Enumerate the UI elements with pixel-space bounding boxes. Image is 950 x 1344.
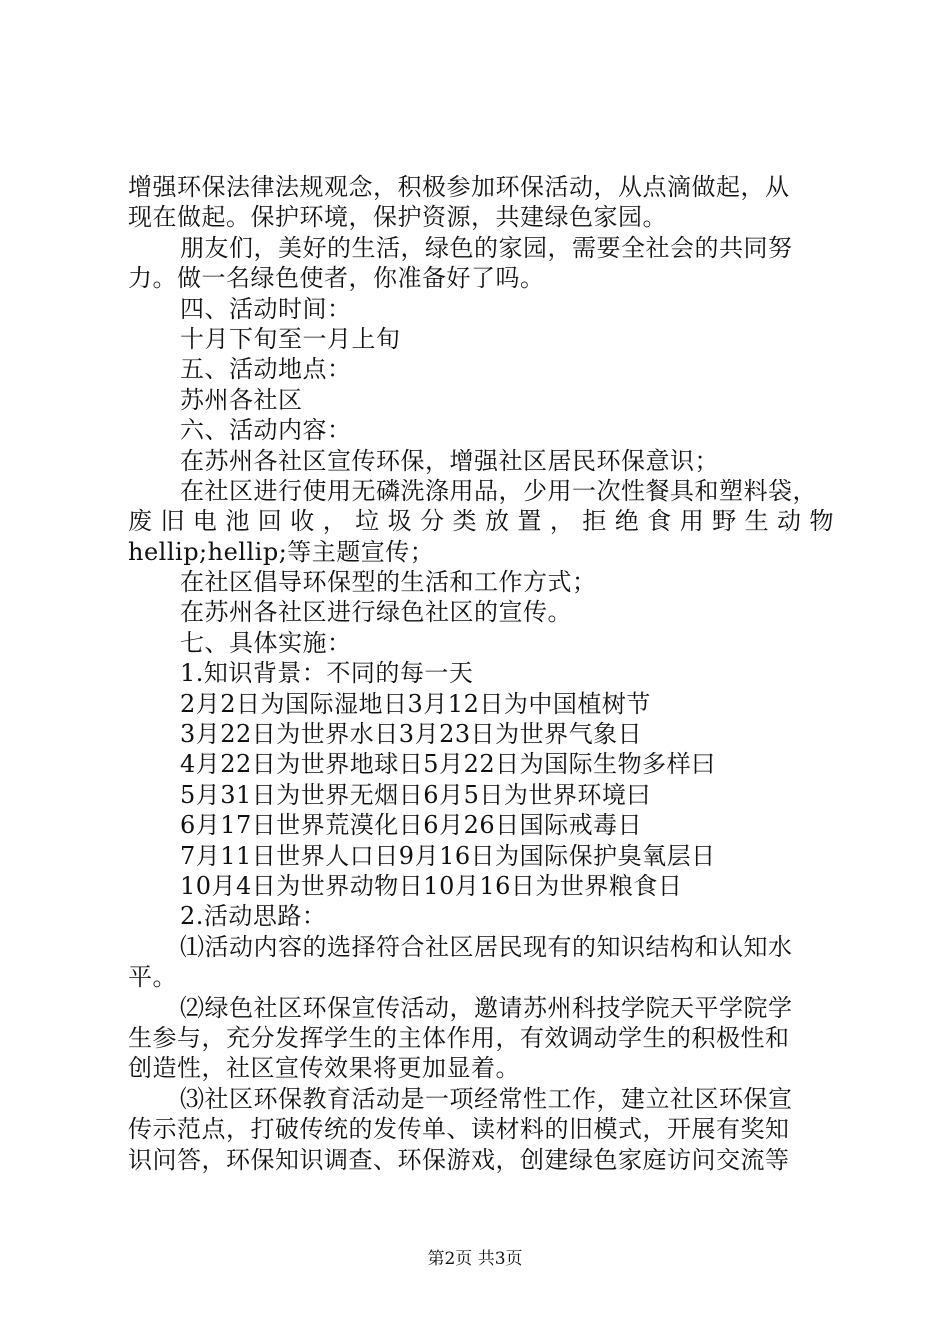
text-line: 六、活动内容： bbox=[180, 416, 352, 445]
text-line: 五、活动地点： bbox=[180, 355, 352, 384]
text-line: 10月4日为世界动物日10月16日为世界粮食日 bbox=[180, 871, 683, 900]
text-line: 四、活动时间： bbox=[180, 294, 352, 323]
text-line: hellip;hellip;等主题宣传； bbox=[128, 537, 435, 566]
text-line: 3月22日为世界水日3月23日为世界气象日 bbox=[180, 720, 643, 749]
text-line: 2月2日为国际湿地日3月12日为中国植树节 bbox=[180, 689, 651, 718]
text-line: 朋友们，美好的生活，绿色的家园，需要全社会的共同努 bbox=[180, 233, 793, 262]
text-line: 在社区进行使用无磷洗涤用品，少用一次性餐具和塑料袋， bbox=[180, 476, 817, 505]
text-line: 5月31日为世界无烟日6月5日为世界环境曰 bbox=[180, 780, 651, 809]
text-line: 1.知识背景：不同的每一天 bbox=[180, 659, 474, 688]
document-body bbox=[128, 172, 834, 1175]
text-line: 力。做一名绿色使者，你准备好了吗。 bbox=[128, 264, 545, 293]
text-line: 6月17日世界荒漠化日6月26日国际戒毒日 bbox=[180, 811, 643, 840]
text-line: 十月下旬至一月上旬 bbox=[180, 324, 401, 353]
text-line: 平。 bbox=[128, 963, 177, 992]
text-line: 七、具体实施： bbox=[180, 628, 352, 657]
text-line: 在社区倡导环保型的生活和工作方式； bbox=[180, 568, 597, 597]
text-line: 在苏州各社区进行绿色社区的宣传。 bbox=[180, 598, 572, 627]
text-line: ⑵绿色社区环保宣传活动，邀请苏州科技学院天平学院学 bbox=[180, 993, 793, 1022]
text-line: 现在做起。保护环境，保护资源，共建绿色家园。 bbox=[128, 203, 667, 232]
text-line: 创造性，社区宣传效果将更加显着。 bbox=[128, 1054, 520, 1083]
text-line: 7月11日世界人口日9月16日为国际保护臭氧层日 bbox=[180, 841, 716, 870]
text-line: ⑴活动内容的选择符合社区居民现有的知识结构和认知水 bbox=[180, 932, 793, 961]
text-line: 废旧电池回收，垃圾分类放置，拒绝食用野生动物 bbox=[128, 507, 834, 536]
page-footer: 第2页 共3页 bbox=[427, 1249, 523, 1269]
text-line: 4月22日为世界地球日5月22日为国际生物多样曰 bbox=[180, 750, 716, 779]
text-line: 在苏州各社区宣传环保，增强社区居民环保意识； bbox=[180, 446, 719, 475]
text-line: 生参与，充分发挥学生的主体作用，有效调动学生的积极性和 bbox=[128, 1023, 790, 1052]
text-line: ⑶社区环保教育活动是一项经常性工作，建立社区环保宣 bbox=[180, 1084, 793, 1113]
text-line: 2.活动思路： bbox=[180, 902, 327, 931]
text-line: 苏州各社区 bbox=[180, 385, 303, 414]
text-line: 传示范点，打破传统的发传单、读材料的旧模式，开展有奖知 bbox=[128, 1115, 790, 1144]
text-line: 识问答，环保知识调查、环保游戏，创建绿色家庭访问交流等 bbox=[128, 1145, 790, 1174]
text-line: 增强环保法律法规观念，积极参加环保活动，从点滴做起，从 bbox=[128, 173, 790, 201]
